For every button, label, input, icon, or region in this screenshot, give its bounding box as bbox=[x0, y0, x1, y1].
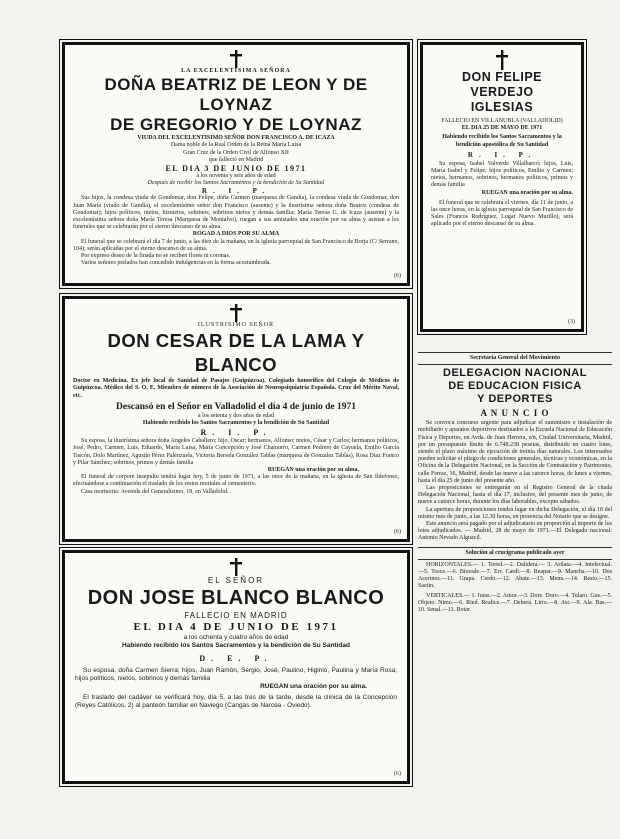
announcement-para1: Se convoca concurso urgente para adjudicar el suministro e instalación de mobiliario y aparatos deportivos destinados a la Escuela Nacional de Educación Física y Deportes, en Avda. de Juan Herrera, s/n, Ciudad Universitaria, Madrid, por un presupuesto límite de 6.748.238 pesetas, distribuido en cuatro lotes, siendo el plazo máximo de ejecución de treinta días naturales. Los interesados pueden solicitar el pliego de condiciones generales, técnicas y económicas, en la Oficina de la Delegación Nacional, en la Sección de Contratación y Patrimonio, calle Ferraz, 16, Madrid, desde las nueve a las catorce horas, de lunes a viernes, hasta el día 25 de junio del presente año. bbox=[418, 420, 612, 484]
pre-title: LA EXCELENTISIMA SEÑORA bbox=[181, 68, 291, 74]
crossword-verticales: VERTICALES.— 1. Iutas.—2. Amor.—3. Dore. Doro.—4. Tularo. Gus.—5. Objeto. Nimo.—6. Ried. Realice.—7. Deberá. Lirio.—8. Ast.—9. Ala. Bas.—10. Senal.—11. Rotar. bbox=[418, 592, 612, 614]
deceased-name: DON CESAR DE LA LAMA Y BLANCO bbox=[107, 330, 365, 376]
obituary-notice-cesar bbox=[62, 296, 410, 542]
ruegan-text: ROGAD A DIOS POR SU ALMA bbox=[192, 231, 280, 238]
widow-line2: Dama noble de la Real Orden de la Reina María Luisa bbox=[170, 142, 302, 149]
death-date: EL DIA 3 DE JUNIO DE 1971 bbox=[165, 164, 307, 174]
announcement-para3: La apertura de proposiciones tendrá lugar en dicha Delegación, el día 18 del mismo mes de junio, a las 12.30 horas, en presencia del Notario que se designe. bbox=[418, 506, 612, 520]
divider bbox=[418, 364, 612, 365]
notice-number: (6) bbox=[394, 273, 401, 279]
announcement-subtitle: A N U N C I O bbox=[480, 408, 550, 419]
crossword-header: Solución al crucigrama publicado ayer bbox=[465, 549, 565, 556]
death-place: FALLECIO EN MADRID bbox=[184, 611, 288, 620]
crossword-horizontales: HORIZONTALES.— 1. Tortel.—2. Dalidera.— 3. Arilata.—4. Intelectual.—5. Tosce.—6. Bioesde.—7. Err. Cardi.—8. Reapar.—9. Mancha.—10. Dos Acerinos.—11. Grapa. Cerdo.—12. Abate.—13. Menu.—14. Resto.—15. Saetin. bbox=[418, 561, 612, 590]
indulgence-text: Varios señores prelados han concedido indulgencias en la forma acostumbrada. bbox=[81, 260, 271, 267]
funeral-text: El funeral que se celebrará el viernes, día 11 de junio, a las once horas, en la iglesia parroquial de San Francisco de Sales (Francos Rodríguez, Lugar Nuevo Murillo), será aplicado por el eterno descanso de su alma. bbox=[431, 199, 573, 228]
rip-label: R. I. P. bbox=[200, 428, 272, 438]
funeral-text: El funeral que se celebrará el día 7 de junio, a las diez de la mañana, en la iglesia parroquial de San Francisco de Borja (C/ Serrano, 104); serán aplicadas por el eterno descanso de su alma. bbox=[73, 238, 399, 252]
cross-icon bbox=[75, 558, 397, 576]
age: a los noventa y seis años de edad bbox=[196, 173, 276, 180]
notice-number: (6) bbox=[394, 529, 401, 535]
divider bbox=[418, 352, 612, 353]
death-date: EL DIA 25 DE MAYO DE 1971 bbox=[461, 125, 543, 132]
cross-icon bbox=[73, 50, 399, 68]
ruegan-text: RUEGAN una oración por su alma. bbox=[260, 683, 367, 690]
funeral-text: El traslado del cadáver se verificará hoy, día 5, a las tres de la tarde, desde la clínica de la Concepción (Reyes Católicos, 2) al panteón familiar en Naviego (Cangas de Narcea - Oviedo). bbox=[75, 694, 397, 709]
rip-label: R. I. P. bbox=[201, 187, 271, 196]
funeral-text: El funeral de corpore insepulto tendrá lugar hoy, 5 de junio de 1971, a las once de la mañana, en la iglesia de San Ildefonso, efectuándose a continuación el traslado de los restos mortales al cementerio. bbox=[73, 474, 399, 488]
announcement-header: Secretaría General del Movimiento bbox=[469, 355, 561, 361]
ruegan-text: RUEGAN una oración por su alma. bbox=[267, 467, 359, 474]
announcement-title-line2: DE EDUCACION FISICA bbox=[448, 380, 582, 393]
announcement-column bbox=[418, 350, 612, 822]
deceased-name-line2: IGLESIAS bbox=[470, 100, 534, 114]
divider bbox=[418, 547, 612, 548]
family-text: Sus hijos, la condesa viuda de Gondomar, don Felipe, doña Carmen (marquesa de Gandía), la condesa viuda de Gondomar, don Juan María (viudo de Gandía), el excelentísimo señor don Francisco (ausente) y la ilustrísima señora doña Beatriz (condesa de Gondomar); hijos políticos, nietos, biznietos, sobrinos, sobrinos nietos y demás familia; María Teresa G. de Icaza (ausente) y la excelentísima señora doña María Teresa (Marquesa de Montalvo), ruegan a sus amistades una oración por su alma y asistan a los funerales que se celebrarán por el eterno descanso de su alma. bbox=[73, 195, 399, 231]
announcement-para4: Este anuncio será pagado por el adjudicatario en proporción al importe de los lotes adjudicados. — Madrid, 28 de mayo de 1971.—El Delegado nacional: Antonio Nevado Alguacil. bbox=[418, 521, 612, 542]
pre-title: EL SEÑOR bbox=[207, 576, 265, 585]
death-place: FALLECIO EN VILLANUBLA (VALLADOLID) bbox=[441, 118, 563, 124]
age: a los setenta y dos años de edad bbox=[197, 412, 275, 419]
widow-line4: que falleció en Madrid bbox=[208, 156, 264, 163]
cross-icon bbox=[73, 304, 399, 322]
sacraments: Habiendo recibido los Santos Sacramentos y la bendición apostólica de Su Santidad bbox=[442, 134, 562, 148]
family-text: Su esposa, Isabel Valverde Villalbarcó; hijos, Luis, María Isabel y Felipe; hijos políticos, Emilio y Carmen; nietos, hermanos, sobrinos, hermanos políticos, primos y demás familia bbox=[431, 160, 573, 189]
family-text: Su esposa, doña Carmen Sierra; hijos, Juan Ramón, Sergio, José, Paulino, Higinio, Paulina y María Rosa; hijos políticos, nietos, sobrinos y demás familia bbox=[75, 667, 397, 682]
deceased-name-line1: DON FELIPE VERDEJO bbox=[461, 70, 542, 99]
sacraments: Habiendo recibido los Santos Sacramentos y la bendición de Su Santidad bbox=[122, 642, 350, 649]
cross-icon bbox=[431, 50, 573, 70]
family-text: Su esposa, la ilustrísima señora doña Angeles Caballero; hijo, Oscar; hermanos, Alfonso; nietos, César y Carlos; hermanos políticos, José, Pedro, Carmen, Luis, Eduardo, María Luisa, María Concepción y José Chamorro, Carmen Pedrero de Cayuela, Emilio García Tascón, Dolo Martínez, Agustín Pérez Palenzuela, Victoria Bersela González Tablas (marquesa de Gonzalez Tablas), Rosa Díaz Franco y Pilar Sánchez; sobrinos, primos y demás familia bbox=[73, 438, 399, 466]
sacraments: Habiendo recibido los Santos Sacramentos y la bendición de Su Santidad bbox=[142, 420, 330, 427]
pre-title: ILUSTRISIMO SEÑOR bbox=[197, 322, 275, 328]
announcement-para2: Las proposiciones se entregarán en el Registro General de la citada Delegación Nacional, hasta el día 17, inclusive, del presente mes de junio, de nueve a catorce horas, durante los días laborables, excepto sábados. bbox=[418, 485, 612, 506]
deceased-name: DON JOSE BLANCO BLANCO bbox=[87, 587, 385, 609]
age: a los ochenta y cuatro años de edad bbox=[183, 634, 289, 641]
divider bbox=[418, 559, 612, 560]
rest-text: Descansó en el Señor en Valladolid el día 4 de junio de 1971 bbox=[116, 401, 356, 412]
deceased-name-line2: DE GREGORIO Y DE LOYNAZ bbox=[110, 115, 362, 135]
titles-text: Doctor en Medicina. Ex jefe local de Sanidad de Pasajes (Guipúzcoa). Colegiado honorífico del Colegio de Médicos de Guipúzcoa. Médico del S. O. E. Miembro de número de la Asociación de Neuropsiquiatría Española. Cruz del Mérito Naval, etc. bbox=[73, 378, 399, 399]
announcement-title-line3: Y DEPORTES bbox=[477, 393, 553, 406]
sacraments: Después de recibir los Santos Sacramentos y la bendición de Su Santidad bbox=[147, 180, 325, 187]
rip-label: D. E. P. bbox=[199, 654, 273, 663]
deceased-name-line1: DOÑA BEATRIZ DE LEON Y DE LOYNAZ bbox=[104, 75, 368, 115]
note-text: Por expreso deseo de la finada no se reciben flores ni coronas. bbox=[81, 253, 231, 260]
ruegan-text: RUEGAN una oración por su alma. bbox=[481, 189, 573, 196]
notice-number: (3) bbox=[568, 319, 575, 325]
house-text: Casa mortuoria: Avenida del Generalísimo, 18, en Valladolid. bbox=[81, 488, 229, 495]
obituary-notice-beatriz bbox=[62, 42, 410, 286]
obituary-notice-jose bbox=[62, 550, 410, 784]
death-date: EL DIA 4 DE JUNIO DE 1971 bbox=[133, 621, 339, 633]
obituary-notice-felipe bbox=[420, 42, 584, 332]
widow-line3: Gran Cruz de la Orden Civil de Alfonso XII bbox=[183, 149, 289, 156]
announcement-title-line1: DELEGACION NACIONAL bbox=[443, 367, 587, 380]
notice-number: (6) bbox=[394, 771, 401, 777]
widow-line1: VIUDA DEL EXCELENTISIMO SEÑOR DON FRANCISCO A. DE ICAZA bbox=[137, 135, 335, 142]
rip-label: R. I. P. bbox=[467, 150, 537, 159]
